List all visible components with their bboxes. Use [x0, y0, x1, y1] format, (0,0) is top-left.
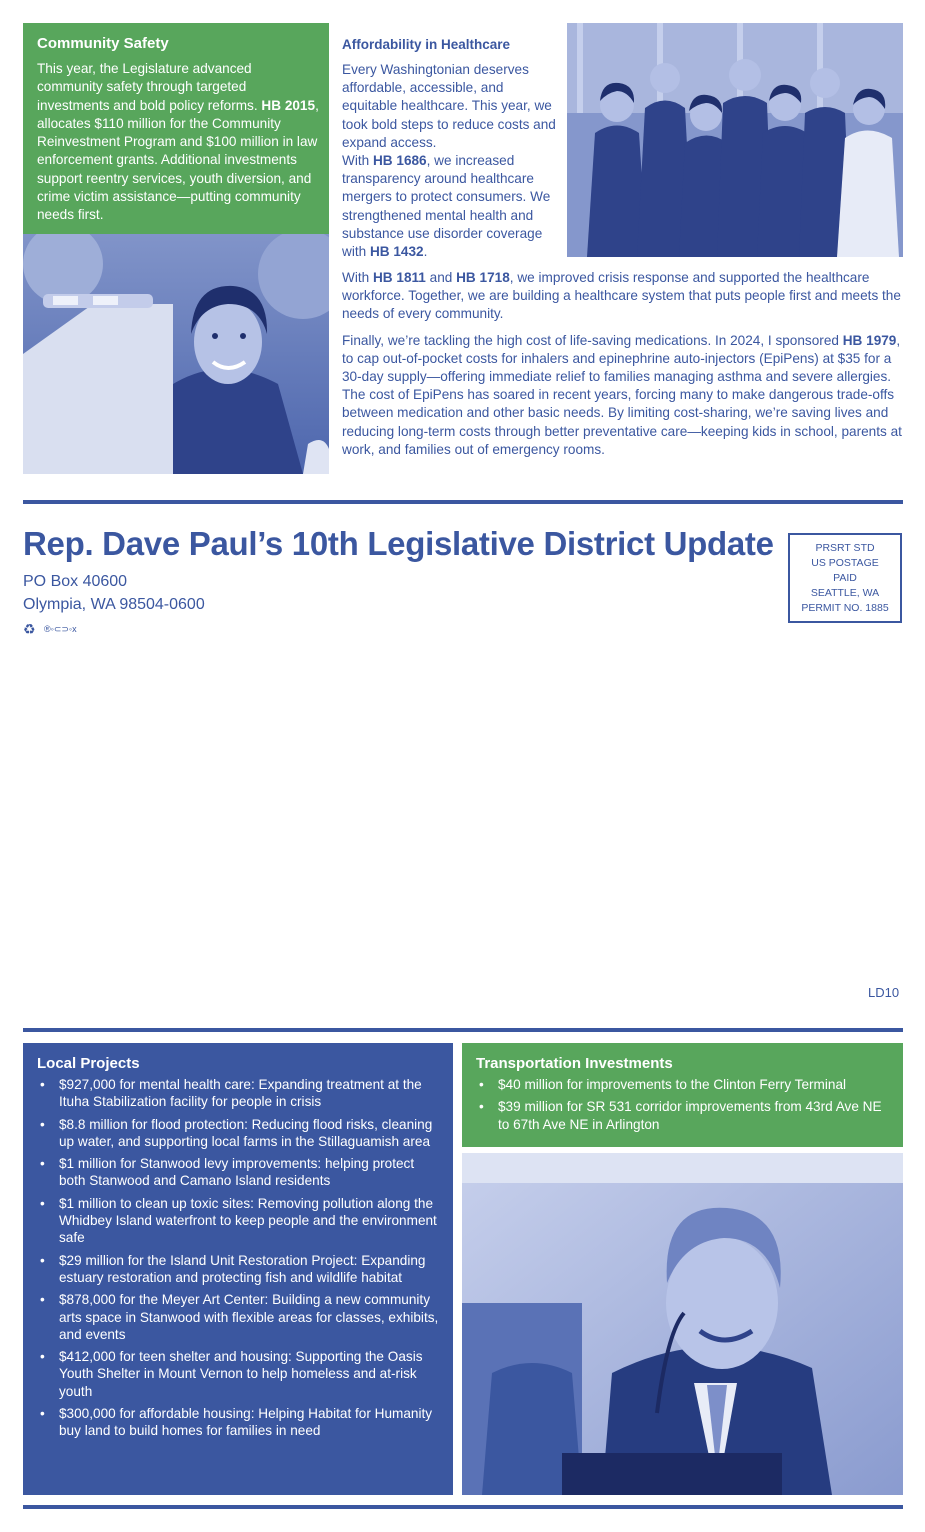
bill-hb1686: HB 1686 [372, 153, 427, 169]
local-projects-title: Local Projects [37, 1055, 140, 1072]
list-item: • $29 million for the Island Unit Restoration Project: Expanding estuary restoration and protecting fish and wildlife habitat [37, 1252, 443, 1287]
list-item: • $39 million for SR 531 corridor improvements from 43rd Ave NE to 67th Ave NE in Arlington [476, 1098, 893, 1133]
bill-hb1432: HB 1432 [369, 244, 424, 260]
representative-photo [462, 1153, 903, 1495]
community-safety-text: This year, the Legislature advanced community safety through targeted investments and bold policy reforms. HB 2015, allocates $110 million for the Community Reinvestment Program and $100 million in law enforcement grants. Additional investments support reentry services, youth diversion, and crime victim assistance—putting community needs first. [37, 61, 319, 223]
postage-line-4: SEATTLE, WA [810, 587, 880, 599]
list-item: • $300,000 for affordable housing: Helping Habitat for Humanity buy land to build homes for families in need [37, 1405, 443, 1440]
local-projects-box [23, 1043, 453, 1495]
bill-hb2015: HB 2015 [261, 97, 316, 113]
list-item: • $1 million to clean up toxic sites: Removing pollution along the Whidbey Island waterfront to keep people and the environment safe [37, 1195, 443, 1247]
return-address-line2: Olympia, WA 98504-0600 [23, 596, 205, 613]
transportation-list [476, 1076, 893, 1133]
list-item: • $927,000 for mental health care: Expanding treatment at the Ituha Stabilization facility for people in crisis [37, 1076, 443, 1111]
local-projects-list [37, 1076, 443, 1440]
postage-line-5: PERMIT NO. 1885 [801, 602, 889, 614]
transportation-title: Transportation Investments [476, 1055, 673, 1072]
postage-line-3: PAID [833, 572, 857, 584]
recycle-icon: ♻ [23, 621, 36, 637]
list-item: • $1 million for Stanwood levy improvements: helping protect both Stanwood and Camano Island residents [37, 1155, 443, 1190]
list-item: • $40 million for improvements to the Clinton Ferry Terminal [476, 1076, 893, 1093]
healthcare-paragraph-1: Every Washingtonian deserves affordable, accessible, and equitable healthcare. This year, we took bold steps to reduce costs and expand access. [342, 62, 556, 150]
divider-bottom [23, 1505, 903, 1509]
healthcare-column [342, 61, 557, 261]
list-item: • $878,000 for the Meyer Art Center: Building a new community arts space in Stanwood with flexible areas for classes, exhibits, and events [37, 1291, 443, 1343]
list-item: • $8.8 million for flood protection: Reducing flood risks, cleaning up water, and supporting local farms in the Stillaguamish area [37, 1116, 443, 1151]
healthcare-paragraph-2: With HB 1686, we increased transparency around healthcare mergers to protect consumers. We strengthened mental health and substance use disorder coverage with HB 1432. [342, 153, 551, 260]
postage-line-1: PRSRT STD [815, 542, 875, 554]
bill-hb1979: HB 1979 [842, 332, 897, 348]
bill-hb1718: HB 1718 [456, 270, 510, 285]
healthcare-wide-text [342, 269, 907, 467]
list-item: • $412,000 for teen shelter and housing: Supporting the Oasis Youth Shelter in Mount Vernon to help homeless and at-risk youth [37, 1348, 443, 1400]
healthcare-paragraph-4: Finally, we’re tackling the high cost of life-saving medications. In 2024, I sponsored HB 1979, to cap out-of-pocket costs for inhalers and epinephrine auto-injectors (EpiPens) at $35 for a 30-day supply—offering immediate relief to families managing asthma and severe allergies. The cost of EpiPens has soared in recent years, forcing many to make dangerous trade-offs between medication and other basic needs. By limiting cost-sharing, we’re saving lives and reducing long-term costs through better preventative care—keeping kids in school, parents at work, and families out of emergency rooms. [342, 332, 902, 457]
transportation-box [462, 1043, 903, 1147]
divider-top [23, 500, 903, 504]
police-officer-photo [23, 234, 329, 474]
district-code: LD10 [868, 985, 900, 1000]
bill-hb1811: HB 1811 [372, 270, 426, 285]
postage-indicia [788, 533, 902, 623]
postage-line-2: US POSTAGE [811, 557, 879, 569]
healthcare-paragraph-3: With HB 1811 and HB 1718, we improved crisis response and supported the healthcare workforce. Together, we are building a healthcare system that puts people first and meets the needs of every community. [342, 270, 901, 322]
union-bug-mark: ®◦⊂⊃◦x [44, 624, 77, 634]
divider-middle [23, 1028, 903, 1032]
community-safety-box [23, 23, 329, 234]
healthcare-workers-photo [567, 23, 903, 257]
newsletter-title: Rep. Dave Paul’s 10th Legislative District Update [23, 525, 774, 562]
healthcare-title: Affordability in Healthcare [342, 37, 511, 52]
return-address-line1: PO Box 40600 [23, 573, 128, 590]
community-safety-title: Community Safety [37, 35, 169, 52]
